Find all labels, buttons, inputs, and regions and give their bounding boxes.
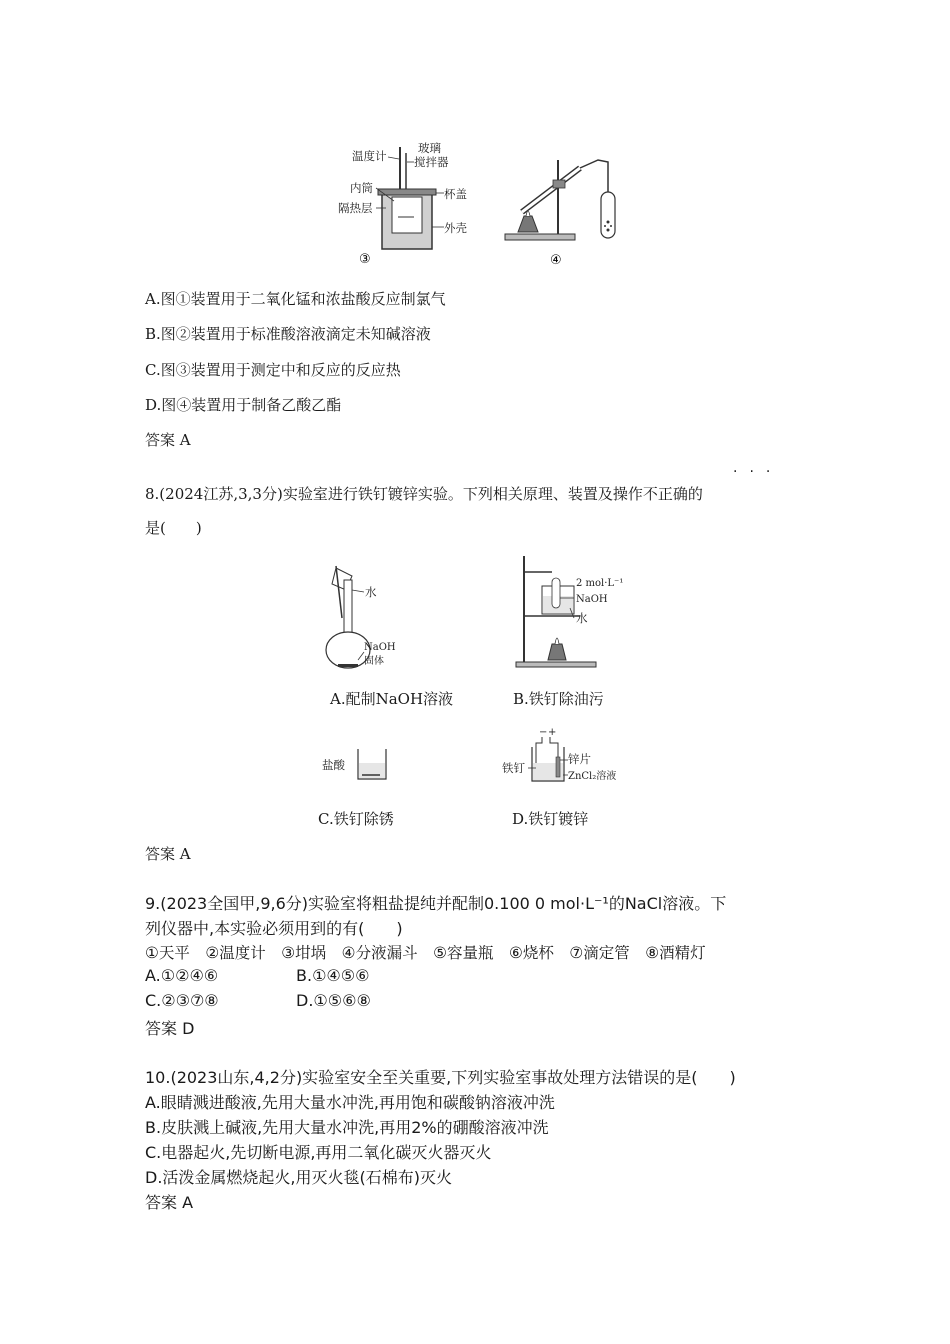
q10-option-c: C.电器起火,先切断电源,再用二氧化碳灭火器灭火 [145,1143,492,1162]
caption-fig3: ③ [359,252,371,267]
label-acid-c: 盐酸 [322,758,345,772]
q7-option-a: A.图①装置用于二氧化锰和浓盐酸反应制氯气 [145,290,446,308]
label-naoh-b: NaOH [576,594,608,605]
label-zncl2-d: ZnCl₂溶液 [568,771,617,782]
q10-stem: 10.(2023山东,4,2分)实验室安全至关重要,下列实验室事故处理方法错误的是( ) [145,1068,736,1087]
label-zinc-d: 锌片 [568,752,591,766]
label-glass: 玻璃 [418,141,441,155]
figure-volumetric-flask [318,560,428,675]
q10-option-b: B.皮肤溅上碱液,先用大量水冲洗,再用2%的硼酸溶液冲洗 [145,1118,549,1137]
label-insulation: 隔热层 [338,201,373,215]
figure-acid-beaker [320,745,400,785]
q9-stem-line2: 列仪器中,本实验必须用到的有( ) [145,919,403,938]
label-water-b: 水 [576,611,588,625]
q7-answer: 答案 A [145,431,191,449]
label-shell: 外壳 [444,221,467,235]
label-solid-a: 固体 [364,656,384,667]
label-water-a: 水 [365,585,377,599]
figure-electroplating [500,725,640,785]
figure-ester-apparatus [500,140,640,270]
q7-option-d: D.图④装置用于制备乙酸乙酯 [145,396,342,414]
q8-stem-line2: 是( ) [145,519,202,537]
caption-fig4: ④ [550,253,562,268]
label-inner-cup: 内筒 [350,181,373,195]
figure-calorimeter [330,135,470,270]
q8-answer: 答案 A [145,845,191,863]
label-minus-d: − [539,727,548,738]
q9-stem-line1: 9.(2023全国甲,9,6分)实验室将粗盐提纯并配制0.100 0 mol·L⁻¹的NaCl溶液。下 [145,894,727,913]
label-conc-b: 2 mol·L⁻¹ [576,578,624,589]
q10-option-a: A.眼睛溅进酸液,先用大量水冲洗,再用饱和碳酸钠溶液冲洗 [145,1093,555,1112]
caption-fig-c: C.铁钉除锈 [318,810,394,828]
emphasis-dots: ··· [733,464,783,480]
label-plus-d: + [548,727,557,738]
q9-answer: 答案 D [145,1019,195,1038]
q9-option-c: C.②③⑦⑧ [145,991,219,1010]
label-stirrer: 搅拌器 [414,155,449,169]
label-nail-d: 铁钉 [502,761,525,775]
q7-option-c: C.图③装置用于测定中和反应的反应热 [145,361,401,379]
caption-fig-d: D.铁钉镀锌 [512,810,589,828]
caption-fig-b: B.铁钉除油污 [513,690,604,708]
q9-option-b: B.①④⑤⑥ [296,966,370,985]
q9-option-a: A.①②④⑥ [145,966,219,985]
q8-stem-line1: 8.(2024江苏,3,3分)实验室进行铁钉镀锌实验。下列相关原理、装置及操作不正确的 [145,485,703,503]
label-thermometer: 温度计 [352,149,387,163]
q10-answer: 答案 A [145,1193,194,1212]
caption-fig-a: A.配制NaOH溶液 [330,690,454,708]
label-naoh-a: NaOH [364,642,396,653]
q9-option-d: D.①⑤⑥⑧ [296,991,371,1010]
q10-option-d: D.活泼金属燃烧起火,用灭火毯(石棉布)灭火 [145,1168,452,1187]
figure-heating-setup [512,552,642,672]
q9-instruments: ①天平 ②温度计 ③坩埚 ④分液漏斗 ⑤容量瓶 ⑥烧杯 ⑦滴定管 ⑧酒精灯 [145,944,706,962]
label-lid: 杯盖 [444,187,467,201]
q7-option-b: B.图②装置用于标准酸溶液滴定未知碱溶液 [145,325,431,343]
